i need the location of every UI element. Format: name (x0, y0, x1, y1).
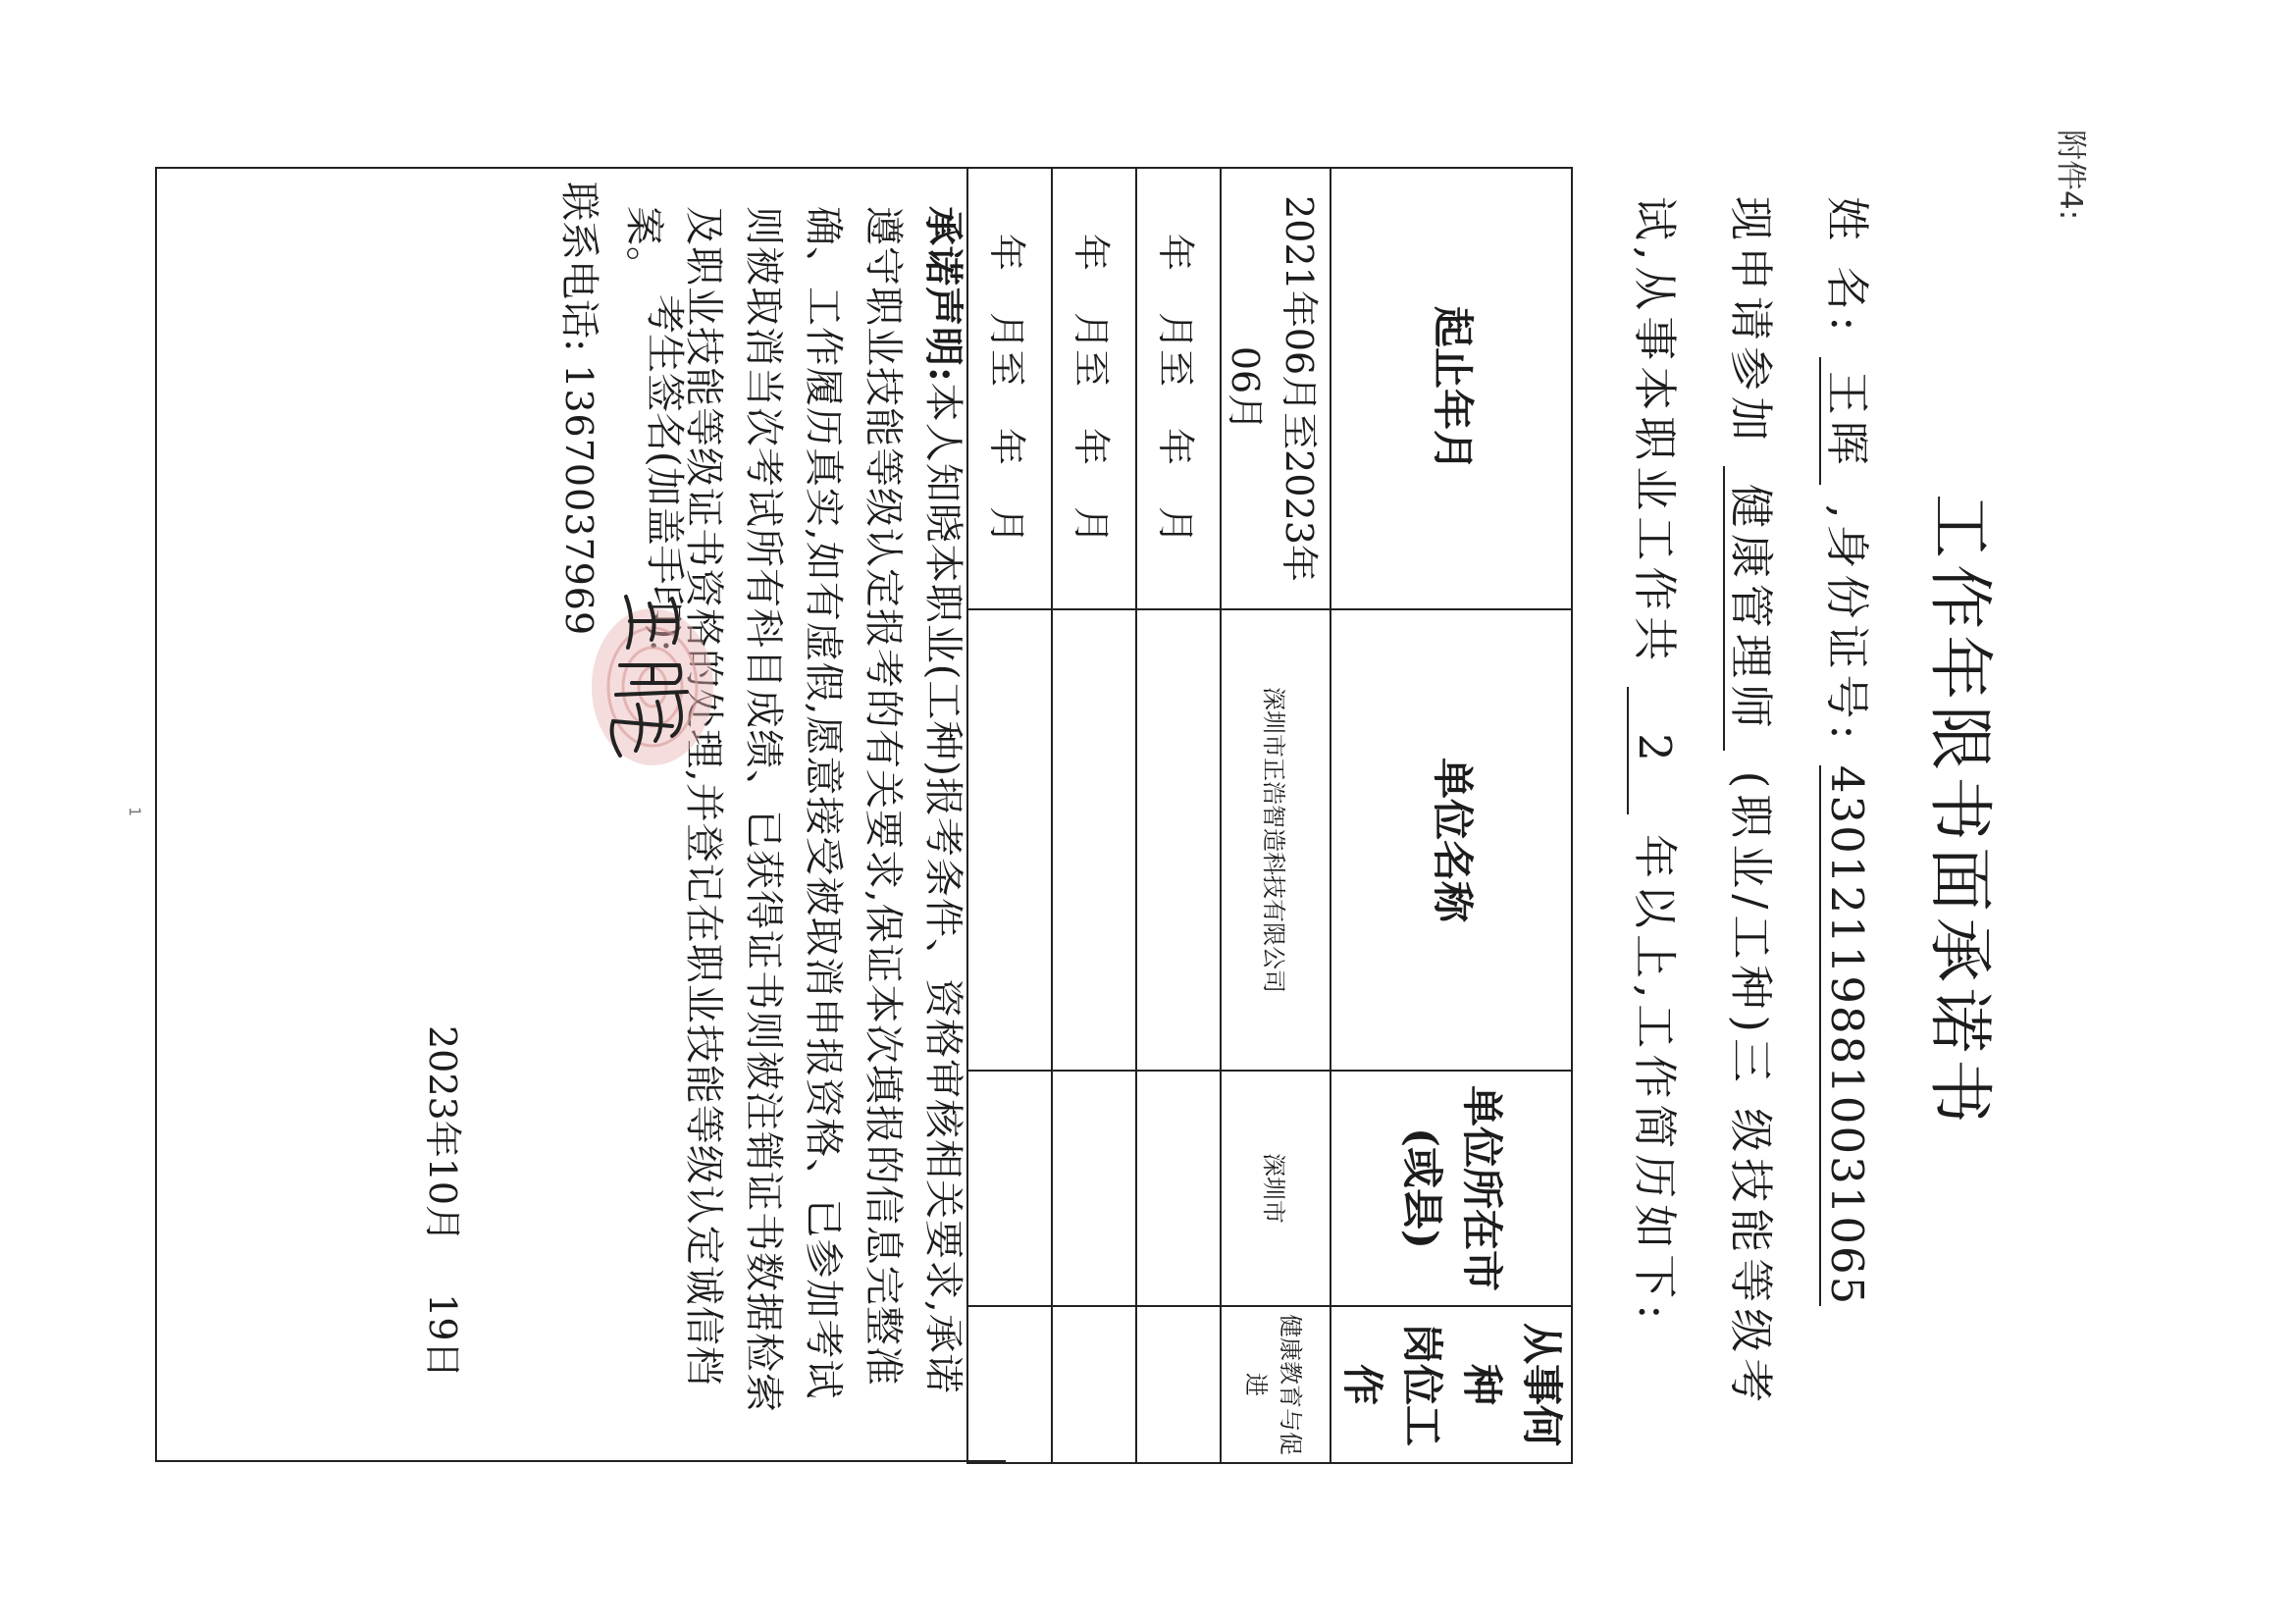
row-company: 深圳市正浩智造科技有限公司 (1221, 609, 1331, 1071)
years-prefix: 试,从事本职业工作共 (1629, 196, 1681, 667)
applicant-line-apply (1723, 196, 1776, 1408)
phone-label: 联系电话: (556, 182, 601, 352)
attachment-label: 附件4: (2053, 130, 2088, 221)
table-row (1052, 168, 1136, 1463)
applicant-line-name (1819, 196, 1872, 1306)
applicant-line-years (1627, 196, 1680, 1325)
header-role-line2: 岗位工作 (1338, 1322, 1447, 1446)
row-city (1052, 1071, 1136, 1306)
pledge-text: 本人知晓本职业(工种)报考条件、资格审核相关要求,承诺遵守职业技能等级认定报考的有关要求,保证本次填报的信息完整准确、工作履历真实,如有虚假,愿意接受被取消申报资格、已参加考试则被取消当次考试所有科目成绩、已获得证书则被注销证书数据检索及职业技能等级证书资格的处理,并登记在职业技能等级认定诚信档案。 (621, 206, 965, 1413)
header-city-line2: (或县) (1398, 1127, 1447, 1249)
phone-value: 13670037969 (557, 364, 600, 637)
row-role (1136, 1306, 1221, 1463)
header-period: 起止年月 (1331, 168, 1572, 609)
name-label: 姓 名: (1821, 196, 1873, 338)
row-period: 年 月至 年 月 (1136, 168, 1221, 609)
pledge-label: 承诺声明: (920, 206, 966, 383)
occupation-value: 健康管理师 (1723, 466, 1776, 751)
row-city: 深圳市 (1221, 1071, 1331, 1306)
header-role-line1: 从事何种 (1458, 1322, 1566, 1446)
table-header-row (1331, 168, 1572, 1463)
row-period: 2021年06月至2023年06月 (1221, 168, 1331, 609)
date-line: 2023年10月 19日 (421, 1025, 464, 1379)
signature-label: 考生签名(加盖手印): (642, 294, 687, 653)
header-city-line1: 单位所在市 (1458, 1084, 1507, 1291)
apply-suffix: (职业/工种)三 级技能等级考 (1725, 770, 1777, 1409)
years-value: 2 (1627, 687, 1680, 814)
row-period: 年 月至 年 月 (967, 168, 1052, 609)
row-company (1136, 609, 1221, 1071)
document-title: 工作年限书面承诺书 (1922, 494, 1998, 1129)
name-value: 王晖 (1819, 357, 1872, 485)
work-history-table (966, 167, 1573, 1464)
row-company (1052, 609, 1136, 1071)
header-company: 单位名称 (1331, 609, 1572, 1071)
years-suffix: 年以上,工作简历如下: (1629, 833, 1681, 1326)
table-row (1136, 168, 1221, 1463)
row-period: 年 月至 年 月 (1052, 168, 1136, 609)
handwritten-signature (599, 589, 706, 775)
id-number-value: 430121198810031065 (1821, 764, 1873, 1307)
header-city (1331, 1071, 1572, 1306)
row-role: 健康教育与促进 (1221, 1306, 1331, 1463)
id-label: ,身份证号: (1821, 504, 1873, 746)
phone-line (556, 182, 601, 637)
table-row (1221, 168, 1331, 1463)
page-mark: 1 (126, 807, 144, 817)
row-role (1052, 1306, 1136, 1463)
row-city (1136, 1071, 1221, 1306)
header-role (1331, 1306, 1572, 1463)
apply-prefix: 现申请参加 (1725, 196, 1777, 447)
